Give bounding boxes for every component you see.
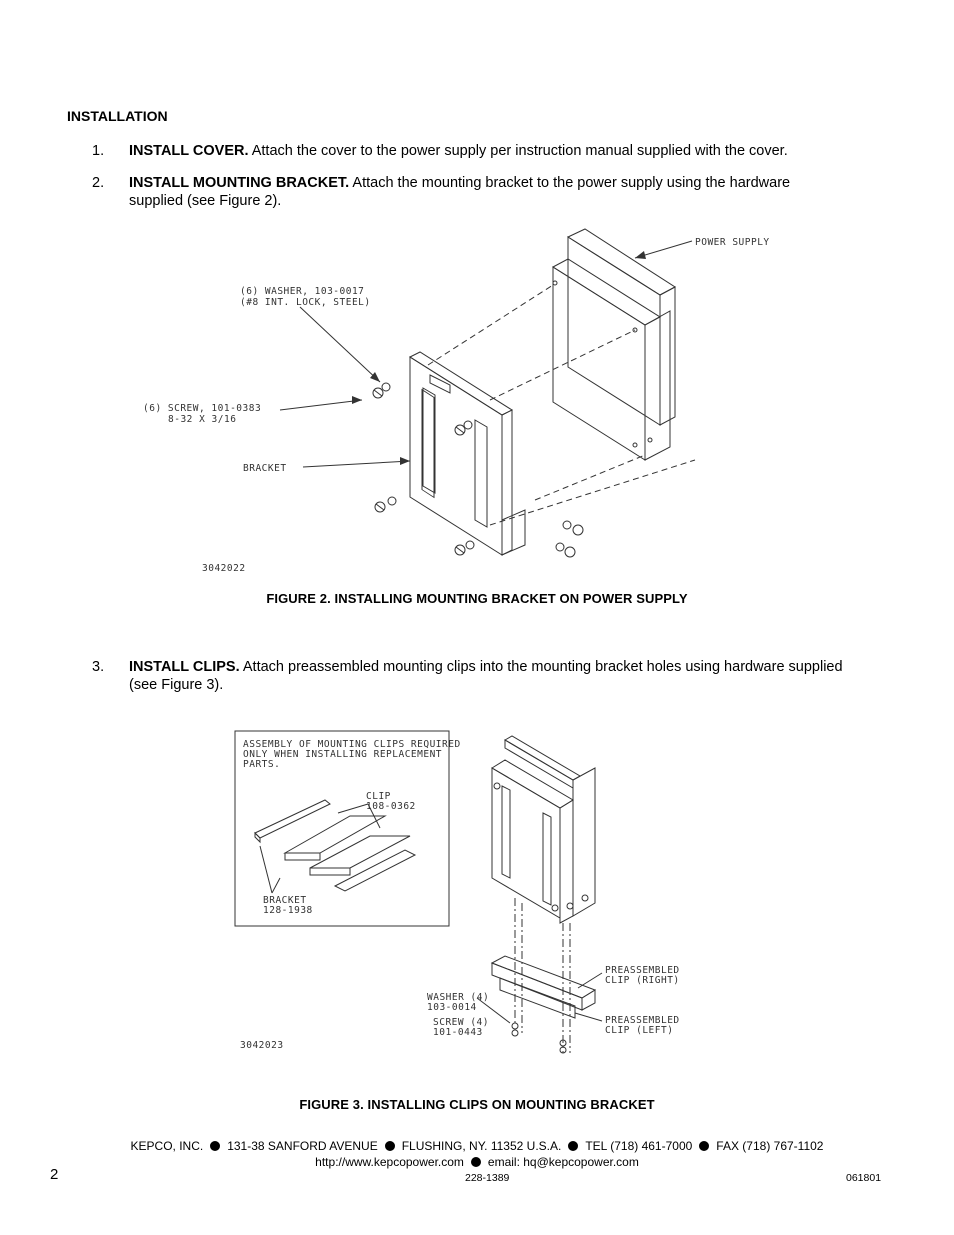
bullet-icon	[699, 1141, 709, 1151]
footer-tel: TEL (718) 461-7000	[585, 1139, 693, 1153]
step-text: Attach the mounting bracket to the power supply using the hardware supplied (see Figure 2).	[129, 175, 791, 209]
footer-email-link[interactable]: email: hq@kepcopower.com	[487, 1155, 639, 1169]
label-screw-line-2: 8-32 X 3/16	[168, 414, 237, 425]
bullet-icon	[210, 1141, 220, 1151]
step-1	[92, 142, 892, 162]
step-text: Attach the cover to the power supply per instruction manual supplied with the cover.	[248, 143, 788, 159]
label-screw-line-2: 101-0443	[433, 1027, 483, 1038]
footer-address: 131-38 SANFORD AVENUE	[227, 1139, 378, 1153]
step-number: 3.	[92, 659, 105, 675]
label-clip-left-line-1: PREASSEMBLED	[605, 1015, 680, 1026]
step-text: Attach preassembled mounting clips into the mounting bracket holes using hardware supplied (see Figure 3).	[129, 659, 843, 693]
bullet-icon	[471, 1157, 481, 1167]
step-number: 2.	[92, 175, 105, 191]
bullet-icon	[568, 1141, 578, 1151]
figure-2-caption: FIGURE 2. INSTALLING MOUNTING BRACKET ON POWER SUPPLY	[266, 591, 688, 606]
step-number: 1.	[92, 143, 105, 159]
label-bracket-line-1: BRACKET	[263, 895, 307, 906]
label-bracket: BRACKET	[243, 463, 287, 474]
step-2	[92, 174, 892, 214]
step-title: INSTALL COVER.	[129, 143, 249, 159]
label-drawing-number: 3042023	[240, 1040, 284, 1051]
bullet-icon	[385, 1141, 395, 1151]
note-line-1: ASSEMBLY OF MOUNTING CLIPS REQUIRED	[243, 739, 461, 750]
footer-address-line	[0, 1139, 954, 1153]
figure-3-drawing	[230, 728, 690, 1058]
label-drawing-number: 3042022	[202, 563, 246, 574]
step-title: INSTALL CLIPS.	[129, 659, 240, 675]
label-clip-right-line-2: CLIP (RIGHT)	[605, 975, 680, 986]
footer-contact-line	[0, 1155, 954, 1169]
label-clip-right-line-1: PREASSEMBLED	[605, 965, 680, 976]
label-power-supply: POWER SUPPLY	[695, 237, 770, 248]
label-screw-line-1: (6) SCREW, 101-0383	[143, 403, 262, 414]
footer-fax: FAX (718) 767-1102	[716, 1139, 824, 1153]
footer-city: FLUSHING, NY. 11352 U.S.A.	[401, 1139, 562, 1153]
label-washer-line-1: WASHER (4)	[427, 992, 490, 1003]
document-number: 228-1389	[465, 1172, 510, 1184]
footer-website-link[interactable]: http://www.kepcopower.com	[315, 1155, 464, 1169]
page-number: 2	[50, 1166, 59, 1183]
label-washer-line-2: 103-0014	[427, 1002, 477, 1013]
label-washer-line-1: (6) WASHER, 103-0017	[240, 286, 365, 297]
label-washer-line-2: (#8 INT. LOCK, STEEL)	[240, 297, 371, 308]
footer-company: KEPCO, INC.	[130, 1139, 204, 1153]
label-bracket-line-2: 128-1938	[263, 905, 313, 916]
label-clip-line-2: 108-0362	[366, 801, 416, 812]
figure-3-caption: FIGURE 3. INSTALLING CLIPS ON MOUNTING BRACKET	[299, 1097, 655, 1112]
step-3	[92, 658, 892, 698]
label-clip-left-line-2: CLIP (LEFT)	[605, 1025, 674, 1036]
label-screw-line-1: SCREW (4)	[433, 1017, 489, 1028]
label-clip-line-1: CLIP	[366, 791, 391, 802]
note-line-2: ONLY WHEN INSTALLING REPLACEMENT	[243, 749, 443, 760]
section-heading: INSTALLATION	[67, 108, 168, 124]
step-title: INSTALL MOUNTING BRACKET.	[129, 175, 350, 191]
note-line-3: PARTS.	[243, 759, 281, 770]
date-code: 061801	[846, 1172, 882, 1184]
figure-2-drawing	[130, 225, 810, 585]
